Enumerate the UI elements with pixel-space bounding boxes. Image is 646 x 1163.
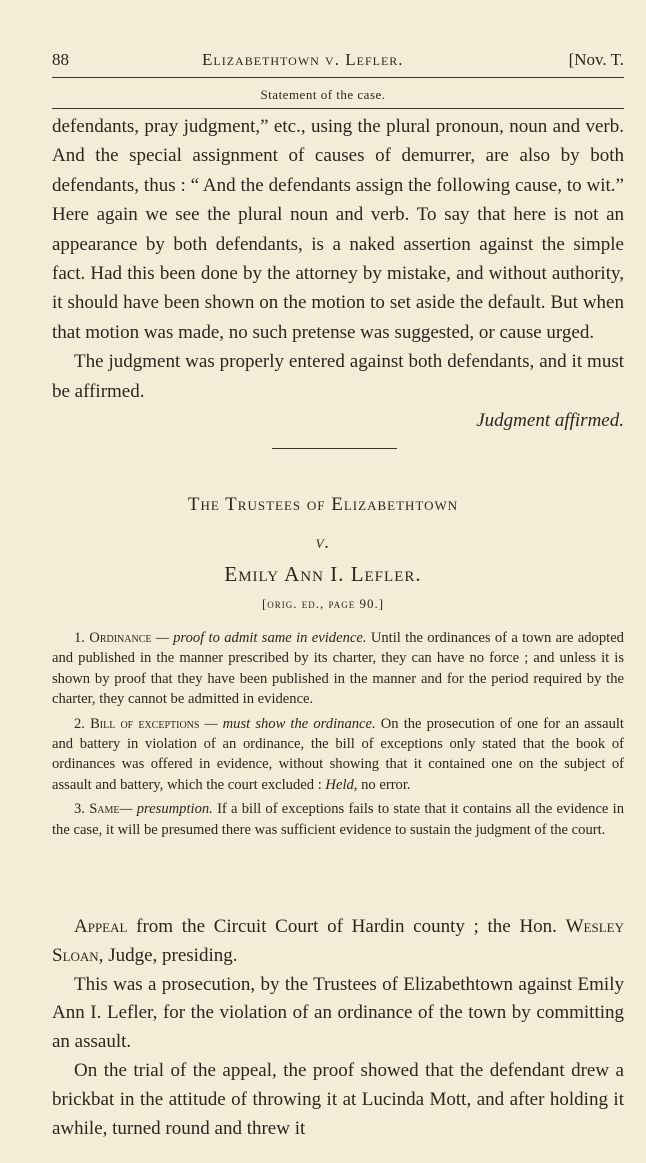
headnote — [52, 799, 624, 840]
original-citation: [orig. ed., page 90.] — [261, 596, 385, 611]
term-label: [Nov. T. — [568, 50, 624, 69]
appeal-word: Appeal — [74, 916, 128, 937]
headnote-text: If a bill of exceptions fails to state that it contains all the evidence in the case, it will be presumed there was sufficient evidence to sustain the judgment of the court. — [52, 801, 624, 838]
appeal-text: from the Circuit Court of Hardin county ; the Hon. — [136, 916, 557, 937]
statement-paragraph: On the trial of the appeal, the proof showed that the defendant drew a brickbat in the attitude of throwing it at Lucinda Mott, and after holding it awhile, turned round and threw it — [52, 1059, 624, 1139]
running-title: Elizabethtown v. Lefler. — [202, 50, 404, 69]
held-label: Held, — [325, 776, 358, 793]
headnote-topic: Bill of exceptions — [90, 715, 200, 732]
headnote-topic: Same — [89, 801, 120, 818]
headnote — [52, 714, 624, 796]
headnote-number: 1. — [74, 630, 85, 646]
headnote-text: no error. — [361, 776, 411, 793]
section-subheader: Statement of the case. — [260, 87, 386, 102]
disposition: Judgment affirmed. — [476, 410, 624, 432]
headnote — [52, 628, 624, 710]
page-number: 88 — [52, 50, 69, 69]
headnote-subtopic: — proof to admit same in evidence. — [155, 630, 367, 646]
headnote-text: Until the ordinances of a town are adopted and published in the manner prescribed by its charter, they can have no force ; and unless it is shown by proof that they have been published in the manner and for the period required by the charter, they cannot be admitted in evidence. — [52, 630, 624, 708]
headnote-text: On the prosecution of one for an assault and battery in violation of an ordinance, the bill of exceptions only stated that the book of ordinances was offered in evidence, without showing that it contained one on the subject of assault and battery, which the court excluded : — [52, 715, 624, 793]
headnote-number: 2. — [74, 715, 85, 732]
headnote-topic: Ordinance — [89, 630, 152, 646]
statement-paragraph: This was a prosecution, by the Trustees of Elizabethtown against Emily Ann I. Lefler, for the violation of an ordinance of the town by committing an assault. — [52, 973, 624, 1053]
defendant-name: Emily Ann I. Lefler. — [224, 562, 422, 586]
statement-of-case — [52, 913, 624, 1143]
subheader-rule — [52, 108, 624, 109]
plaintiff-name: The Trustees of Elizabethtown — [187, 494, 459, 515]
headnote-subtopic: — presumption. — [119, 801, 213, 818]
running-header — [52, 50, 624, 76]
versus-label: v. — [315, 532, 331, 553]
headnote-subtopic: — must show the ordinance. — [204, 715, 376, 732]
header-rule — [52, 77, 624, 78]
headnote-number: 3. — [74, 801, 85, 818]
judge-tail: Judge, presiding. — [108, 944, 238, 966]
case-divider — [272, 448, 397, 449]
judge-name: Wesley Sloan, — [52, 916, 624, 966]
syllabus — [52, 628, 624, 840]
opinion-paragraph: defendants, pray judgment,” etc., using the plural pronoun, noun and verb. And the special assignment of causes of demurrer, are also by both defendants, thus : “ And the defendants assign the following cause, to wit.” Here again we see the plural noun and verb. To say that here is not an appearance by both defendants, is a naked assertion against the simple fact. Had this been done by the attorney by mistake, and without authority, it should have been shown on the motion to set aside the default. But when that motion was made, no such pretense was suggested, or cause urged. — [52, 116, 624, 343]
opinion-paragraph: The judgment was properly entered against both defendants, and it must be affirmed. — [52, 351, 624, 402]
statement-paragraph — [52, 913, 624, 971]
opinion-conclusion — [52, 112, 624, 436]
